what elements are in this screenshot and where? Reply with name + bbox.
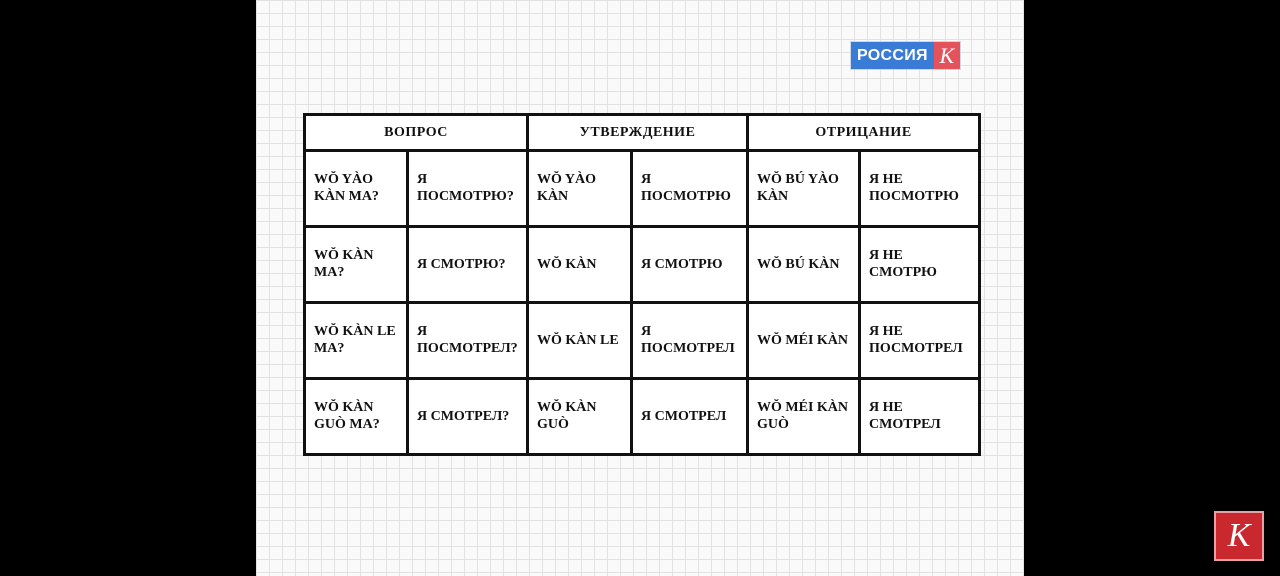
rossiya-k-logo bbox=[851, 42, 960, 69]
table-cell: Я НЕ ПОСМОТРЕЛ bbox=[860, 302, 980, 378]
table-cell: Я СМОТРЕЛ bbox=[632, 378, 748, 454]
table-cell: Я СМОТРЕЛ? bbox=[408, 378, 528, 454]
table-cell: Я ПОСМОТРЕЛ bbox=[632, 302, 748, 378]
table-cell: Я ПОСМОТРЮ? bbox=[408, 150, 528, 226]
table-cell: Я ПОСМОТРЕЛ? bbox=[408, 302, 528, 378]
table-cell: Я НЕ ПОСМОТРЮ bbox=[860, 150, 980, 226]
table-cell: WŎ YÀO KÀN MA? bbox=[305, 150, 408, 226]
table-cell: Я СМОТРЮ? bbox=[408, 226, 528, 302]
logo-text: РОССИЯ bbox=[851, 42, 934, 69]
table-cell: WŎ BÚ KÀN bbox=[748, 226, 860, 302]
table-row bbox=[305, 226, 980, 302]
channel-corner-logo: К bbox=[1214, 511, 1264, 561]
header-negation: ОТРИЦАНИЕ bbox=[748, 115, 980, 151]
table-cell: WŎ YÀO KÀN bbox=[528, 150, 632, 226]
table-cell: WŎ KÀN GUÒ bbox=[528, 378, 632, 454]
table-cell: Я СМОТРЮ bbox=[632, 226, 748, 302]
table-cell: Я НЕ СМОТРЮ bbox=[860, 226, 980, 302]
header-question: ВОПРОС bbox=[305, 115, 528, 151]
table-row bbox=[305, 150, 980, 226]
table-cell: WŎ KÀN MA? bbox=[305, 226, 408, 302]
header-affirmation: УТВЕРЖДЕНИЕ bbox=[528, 115, 748, 151]
table-cell: WŎ KÀN LE MA? bbox=[305, 302, 408, 378]
table-cell: WŎ KÀN bbox=[528, 226, 632, 302]
table-row bbox=[305, 378, 980, 454]
table-cell: WŎ MÉI KÀN GUÒ bbox=[748, 378, 860, 454]
table-cell: Я ПОСМОТРЮ bbox=[632, 150, 748, 226]
table-cell: Я НЕ СМОТРЕЛ bbox=[860, 378, 980, 454]
table-cell: WŎ KÀN GUÒ MA? bbox=[305, 378, 408, 454]
table-cell: WŎ KÀN LE bbox=[528, 302, 632, 378]
header-row bbox=[305, 115, 980, 151]
table-cell: WŎ BÚ YÀO KÀN bbox=[748, 150, 860, 226]
table-row bbox=[305, 302, 980, 378]
grammar-table bbox=[303, 113, 981, 456]
logo-badge: К bbox=[934, 42, 960, 69]
table-cell: WŎ MÉI KÀN bbox=[748, 302, 860, 378]
